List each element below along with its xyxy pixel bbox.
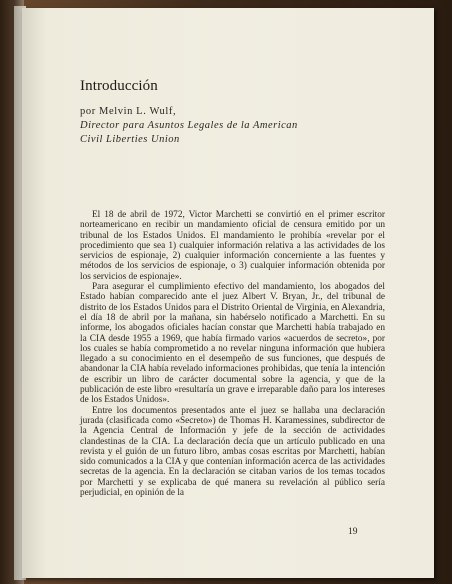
book-page — [22, 8, 434, 578]
paragraph: El 18 de abril de 1972, Victor Marchetti se convirtió en el primer escritor norteamericano en recibir un mandamiento oficial de censura emitido por un tribunal de los Estados Unidos. El mandamiento le prohibía «revelar por el procedimiento que sea 1) cualquier información relativa a las actividades de los servicios de espionaje, 2) cualquier información concerniente a las fuentes y métodos de los servicios de espionaje, o 3) cualquier información obtenida por los servicios de espionaje». — [80, 210, 385, 282]
paragraph: Para asegurar el cumplimiento efectivo del mandamiento, los abogados del Estado habían comparecido ante el juez Albert V. Bryan, Jr., del tribunal de distrito de los Estados Unidos para el Distrito Oriental de Virginia, en Alexandria, el día 18 de abril por la mañana, sin habérselo notificado a Marchetti. En su informe, los abogados oficiales hacían constar que Marchetti había trabajado en la CIA desde 1955 a 1969, que había firmado varios «acuerdos de secreto», por los cuales se había comprometido a no revelar ninguna información que hubiera llegado a su conocimiento en el desempeño de sus funciones, que después de abandonar la CIA había revelado informaciones prohibidas, que tenía la intención de escribir un libro de carácter documental sobre la agencia, y que de la publicación de este libro «resultaría un grave e irreparable daño para los intereses de los Estados Unidos». — [80, 282, 385, 406]
section-title: Introducción — [80, 78, 158, 94]
byline-role-line-1: Director para Asuntos Legales de la American — [80, 120, 298, 131]
byline — [80, 105, 298, 147]
byline-author: por Melvin L. Wulf, — [80, 106, 177, 117]
paragraph: Entre los documentos presentados ante el juez se hallaba una declaración jurada (clasificada como «Secreto») de Thomas H. Karamessines, subdirector de la Agencia Central de Información y jefe de la sección de actividades clandestinas de la CIA. La declaración decía que un artículo publicado en una revista y el guión de un futuro libro, ambas cosas escritas por Marchetti, habían sido comunicados a la CIA y que contenían información acerca de las actividades secretas de la agencia. En la declaración se citaban varios de los temas tocados por Marchetti y se explicaba de qué manera su revelación al público sería perjudicial, en opinión de la — [80, 405, 385, 499]
body-text — [80, 210, 385, 498]
page-number: 19 — [348, 527, 358, 537]
byline-role-line-2: Civil Liberties Union — [80, 134, 180, 145]
